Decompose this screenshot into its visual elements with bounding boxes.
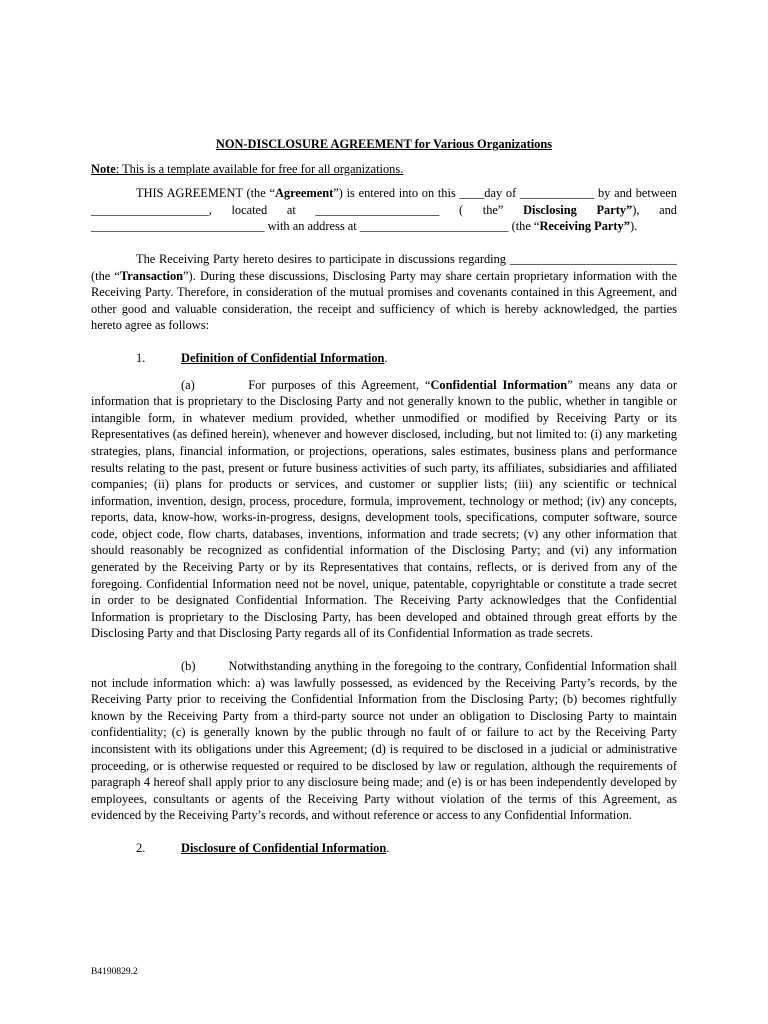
- section-2-heading: [91, 840, 677, 857]
- section-1-number: 1.: [136, 350, 146, 365]
- paragraph-b-label: (b): [181, 659, 196, 674]
- intro-receiving-party-term: Receiving Party”: [539, 219, 630, 234]
- intro-text-4: ).: [629, 219, 638, 234]
- note-label: Note: [91, 161, 116, 176]
- document-body: [91, 136, 677, 867]
- recital-transaction-term: Transaction: [119, 268, 184, 283]
- section-1-heading: [91, 350, 677, 367]
- note-line: [91, 161, 677, 178]
- intro-paragraph: [91, 185, 677, 235]
- paragraph-a-text-2: ” means any data or information that is proprietary to the Disclosing Party and not generally known to the public, whether in tangible or intangible form, in whatever medium provided, whether unmodified or modified by Receiving Party or its Representatives (as defined herein), whenever and however disclosed, including, but not limited to: (i) any marketing strategies, plans, financial information, or projections, operations, sales estimates, business plans and performance results relating to the past, present or future business activities of such party, its affiliates, subsidiaries and affiliated companies; (ii) plans for products or services, and customer or supplier lists; (iii) any scientific or technical information, invention, design, process, procedure, formula, improvement, technology or method; (iv) any concepts, reports, data, know-how, works-in-progress, designs, development tools, specifications, computer software, source code, object code, flow charts, databases, inventions, information and trade secrets; (v) any other information that should reasonably be recognized as confidential information of the Disclosing Party; and (vi) any information generated by the Receiving Party or by its Representatives that contains, reflects, or is derived from any of the foregoing. Confidential Information need not be novel, unique, patentable, copyrightable or constitute a trade secret in order to be designated Confidential Information. The Receiving Party acknowledges that the Confidential Information is proprietary to the Disclosing Party, has been developed and obtained through great efforts by the Disclosing Party and that Disclosing Party regards all of its Confidential Information as trade secrets.: [91, 377, 677, 641]
- paragraph-b: [91, 658, 677, 824]
- document-footer-id: B4190829.2: [91, 967, 138, 977]
- note-text: : This is a template available for free for all organizations.: [115, 161, 404, 176]
- paragraph-a-text-1: For purposes of this Agreement, “: [248, 377, 431, 392]
- section-2-title-suffix: .: [386, 840, 390, 855]
- section-2-title: Disclosure of Confidential Information: [181, 840, 387, 855]
- intro-disclosing-party-term: Disclosing Party”: [523, 202, 633, 217]
- paragraph-b-text: Notwithstanding anything in the foregoing to the contrary, Confidential Information shall not include information which: a) was lawfully possessed, as evidenced by the Receiving Party’s records, by the Receiving Party prior to receiving the Confidential Information from the Disclosing Party; (b) becomes rightfully known by the Receiving Party from a third-party source not under an obligation to Disclosing Party to maintain confidentiality; (c) is generally known by the public through no fault of or failure to act by the Receiving Party inconsistent with its obligations under this Agreement; (d) is required to be disclosed in a judicial or administrative proceeding, or is otherwise requested or required to be disclosed by law or regulation, although the requirements of paragraph 4 hereof shall apply prior to any disclosure being made; and (e) is or has been independently developed by employees, consultants or agents of the Receiving Party without violation of the terms of this Agreement, as evidenced by the Receiving Party’s records, and without reference or access to any Confidential Information.: [91, 659, 677, 823]
- intro-text-2: ”) is entered into on this ____day of ____________ by and between ___________________, located at ____________________ ( the”: [91, 186, 677, 217]
- recital-paragraph: [91, 251, 677, 334]
- intro-text-3: ), and ____________________________ with an address at ________________________ (the “: [91, 202, 677, 234]
- paragraph-a-label: (a): [181, 377, 195, 392]
- paragraph-a: [91, 377, 677, 643]
- intro-text-1: THIS AGREEMENT (the “: [136, 186, 275, 201]
- paragraph-a-ci-term: Confidential Information: [430, 377, 568, 392]
- document-title: NON-DISCLOSURE AGREEMENT for Various Organizations: [215, 137, 553, 151]
- section-1-title-suffix: .: [384, 350, 388, 365]
- recital-text-1: The Receiving Party hereto desires to participate in discussions regarding ___________________________ (the “: [91, 251, 677, 283]
- section-1-title: Definition of Confidential Information: [181, 350, 385, 365]
- recital-text-2: ”). During these discussions, Disclosing Party may share certain proprietary information with the Receiving Party. Therefore, in consideration of the mutual promises and covenants contained in this Agreement, and other good and valuable consideration, the receipt and sufficiency of which is hereby acknowledged, the parties hereto agree as follows:: [91, 268, 677, 333]
- intro-agreement-term: Agreement: [274, 186, 334, 201]
- section-2-number: 2.: [136, 840, 146, 855]
